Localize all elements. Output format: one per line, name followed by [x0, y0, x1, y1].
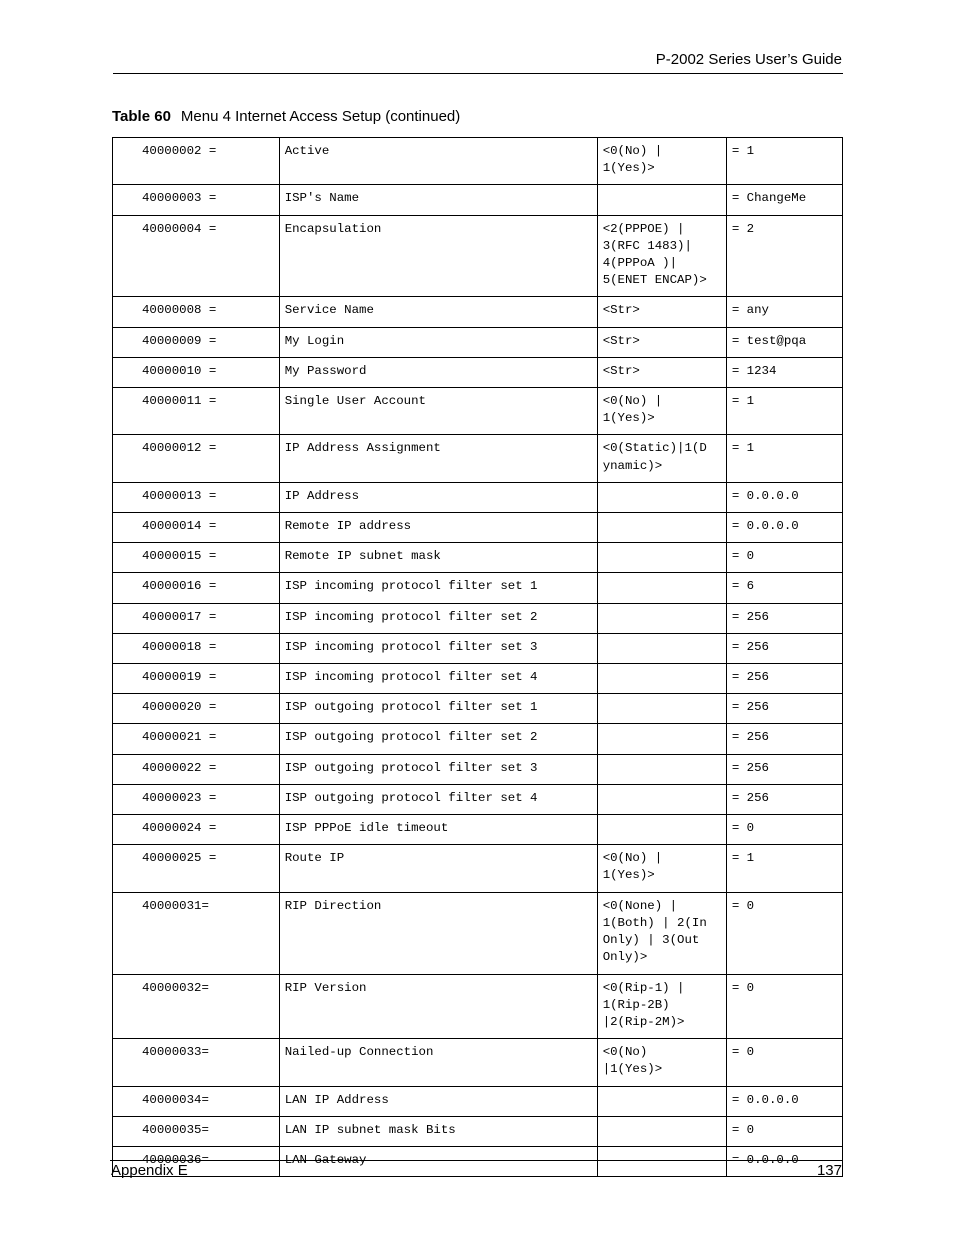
code-cell: 40000034=	[113, 1086, 280, 1116]
table-row	[113, 185, 843, 215]
description-cell: ISP incoming protocol filter set 4	[279, 664, 597, 694]
options-cell	[597, 543, 726, 573]
code-cell: 40000004 =	[113, 215, 280, 297]
code-cell: 40000025 =	[113, 845, 280, 892]
table-row	[113, 573, 843, 603]
description-cell: RIP Version	[279, 974, 597, 1039]
description-cell: ISP outgoing protocol filter set 2	[279, 724, 597, 754]
table-caption-label: Table 60	[112, 108, 171, 125]
value-cell: = 256	[726, 664, 842, 694]
value-cell: = 256	[726, 754, 842, 784]
value-cell: = test@pqa	[726, 327, 842, 357]
description-cell: Nailed-up Connection	[279, 1039, 597, 1086]
options-cell	[597, 724, 726, 754]
description-cell: ISP incoming protocol filter set 1	[279, 573, 597, 603]
description-cell: Active	[279, 138, 597, 185]
value-cell: = 256	[726, 603, 842, 633]
code-cell: 40000013 =	[113, 482, 280, 512]
table-row	[113, 784, 843, 814]
table-row	[113, 1116, 843, 1146]
description-cell: LAN IP Address	[279, 1086, 597, 1116]
table-row	[113, 664, 843, 694]
code-cell: 40000021 =	[113, 724, 280, 754]
table-row	[113, 138, 843, 185]
value-cell: = 1	[726, 138, 842, 185]
value-cell: = 256	[726, 694, 842, 724]
description-cell: ISP incoming protocol filter set 3	[279, 633, 597, 663]
options-cell: <0(None) | 1(Both) | 2(In Only) | 3(Out Only)>	[597, 892, 726, 974]
table-row	[113, 513, 843, 543]
code-cell: 40000014 =	[113, 513, 280, 543]
options-cell: <Str>	[597, 297, 726, 327]
code-cell: 40000017 =	[113, 603, 280, 633]
options-cell: <0(Rip-1) | 1(Rip-2B) |2(Rip-2M)>	[597, 974, 726, 1039]
settings-table	[112, 137, 843, 1177]
value-cell: = 0	[726, 1116, 842, 1146]
code-cell: 40000012 =	[113, 435, 280, 482]
options-cell: <0(No) | 1(Yes)>	[597, 138, 726, 185]
footer-divider	[110, 1160, 843, 1161]
options-cell	[597, 694, 726, 724]
value-cell: = 0.0.0.0	[726, 513, 842, 543]
description-cell: My Login	[279, 327, 597, 357]
table-caption	[112, 108, 460, 125]
table-row	[113, 815, 843, 845]
description-cell: Route IP	[279, 845, 597, 892]
options-cell	[597, 482, 726, 512]
code-cell: 40000009 =	[113, 327, 280, 357]
table-row	[113, 724, 843, 754]
table-row	[113, 215, 843, 297]
options-cell: <0(No) | 1(Yes)>	[597, 845, 726, 892]
value-cell: = 256	[726, 784, 842, 814]
options-cell	[597, 1086, 726, 1116]
options-cell	[597, 1116, 726, 1146]
code-cell: 40000035=	[113, 1116, 280, 1146]
options-cell	[597, 815, 726, 845]
value-cell: = 0	[726, 815, 842, 845]
description-cell: LAN Gateway	[279, 1146, 597, 1176]
table-row	[113, 543, 843, 573]
value-cell: = 0	[726, 892, 842, 974]
options-cell	[597, 1146, 726, 1176]
code-cell: 40000033=	[113, 1039, 280, 1086]
table-row	[113, 1086, 843, 1116]
options-cell	[597, 513, 726, 543]
code-cell: 40000015 =	[113, 543, 280, 573]
table-row	[113, 754, 843, 784]
options-cell	[597, 664, 726, 694]
code-cell: 40000024 =	[113, 815, 280, 845]
value-cell: = 1	[726, 845, 842, 892]
description-cell: IP Address Assignment	[279, 435, 597, 482]
value-cell: = 0	[726, 543, 842, 573]
code-cell: 40000018 =	[113, 633, 280, 663]
options-cell: <2(PPPOE) | 3(RFC 1483)| 4(PPPoA )| 5(ENET ENCAP)>	[597, 215, 726, 297]
table-row	[113, 1146, 843, 1176]
table-row	[113, 435, 843, 482]
description-cell: RIP Direction	[279, 892, 597, 974]
options-cell	[597, 754, 726, 784]
page-number: 137	[816, 1162, 842, 1179]
table-row	[113, 327, 843, 357]
code-cell: 40000023 =	[113, 784, 280, 814]
value-cell: = 256	[726, 724, 842, 754]
code-cell: 40000008 =	[113, 297, 280, 327]
value-cell: = 1	[726, 435, 842, 482]
description-cell: Remote IP subnet mask	[279, 543, 597, 573]
options-cell	[597, 185, 726, 215]
footer-section-label: Appendix E	[111, 1162, 188, 1179]
description-cell: ISP outgoing protocol filter set 3	[279, 754, 597, 784]
table-row	[113, 388, 843, 435]
value-cell: = 6	[726, 573, 842, 603]
options-cell: <0(No) | 1(Yes)>	[597, 388, 726, 435]
description-cell: LAN IP subnet mask Bits	[279, 1116, 597, 1146]
table-row	[113, 357, 843, 387]
description-cell: Service Name	[279, 297, 597, 327]
description-cell: My Password	[279, 357, 597, 387]
options-cell	[597, 573, 726, 603]
value-cell: = any	[726, 297, 842, 327]
value-cell: = 1234	[726, 357, 842, 387]
page-header-title: P-2002 Series User’s Guide	[655, 51, 842, 68]
value-cell: = 0.0.0.0	[726, 1146, 842, 1176]
code-cell: 40000016 =	[113, 573, 280, 603]
description-cell: ISP outgoing protocol filter set 4	[279, 784, 597, 814]
value-cell: = 0	[726, 974, 842, 1039]
value-cell: = 0	[726, 1039, 842, 1086]
value-cell: = 0.0.0.0	[726, 1086, 842, 1116]
description-cell: ISP incoming protocol filter set 2	[279, 603, 597, 633]
value-cell: = 2	[726, 215, 842, 297]
table-row	[113, 482, 843, 512]
table-row	[113, 603, 843, 633]
description-cell: Encapsulation	[279, 215, 597, 297]
code-cell: 40000003 =	[113, 185, 280, 215]
description-cell: ISP PPPoE idle timeout	[279, 815, 597, 845]
value-cell: = 0.0.0.0	[726, 482, 842, 512]
value-cell: = 1	[726, 388, 842, 435]
description-cell: ISP's Name	[279, 185, 597, 215]
table-row	[113, 1039, 843, 1086]
options-cell: <Str>	[597, 357, 726, 387]
options-cell: <0(Static)|1(D ynamic)>	[597, 435, 726, 482]
options-cell: <Str>	[597, 327, 726, 357]
code-cell: 40000002 =	[113, 138, 280, 185]
description-cell: ISP outgoing protocol filter set 1	[279, 694, 597, 724]
code-cell: 40000011 =	[113, 388, 280, 435]
table-row	[113, 974, 843, 1039]
table-row	[113, 845, 843, 892]
code-cell: 40000031=	[113, 892, 280, 974]
options-cell	[597, 633, 726, 663]
description-cell: IP Address	[279, 482, 597, 512]
code-cell: 40000019 =	[113, 664, 280, 694]
code-cell: 40000010 =	[113, 357, 280, 387]
value-cell: = 256	[726, 633, 842, 663]
code-cell: 40000036=	[113, 1146, 280, 1176]
description-cell: Remote IP address	[279, 513, 597, 543]
description-cell: Single User Account	[279, 388, 597, 435]
options-cell	[597, 603, 726, 633]
options-cell: <0(No) |1(Yes)>	[597, 1039, 726, 1086]
settings-table-body	[113, 138, 843, 1177]
header-divider	[113, 73, 843, 74]
table-row	[113, 633, 843, 663]
code-cell: 40000032=	[113, 974, 280, 1039]
table-row	[113, 694, 843, 724]
code-cell: 40000020 =	[113, 694, 280, 724]
table-row	[113, 892, 843, 974]
value-cell: = ChangeMe	[726, 185, 842, 215]
options-cell	[597, 784, 726, 814]
table-row	[113, 297, 843, 327]
table-caption-text: Menu 4 Internet Access Setup (continued)	[180, 108, 461, 125]
code-cell: 40000022 =	[113, 754, 280, 784]
